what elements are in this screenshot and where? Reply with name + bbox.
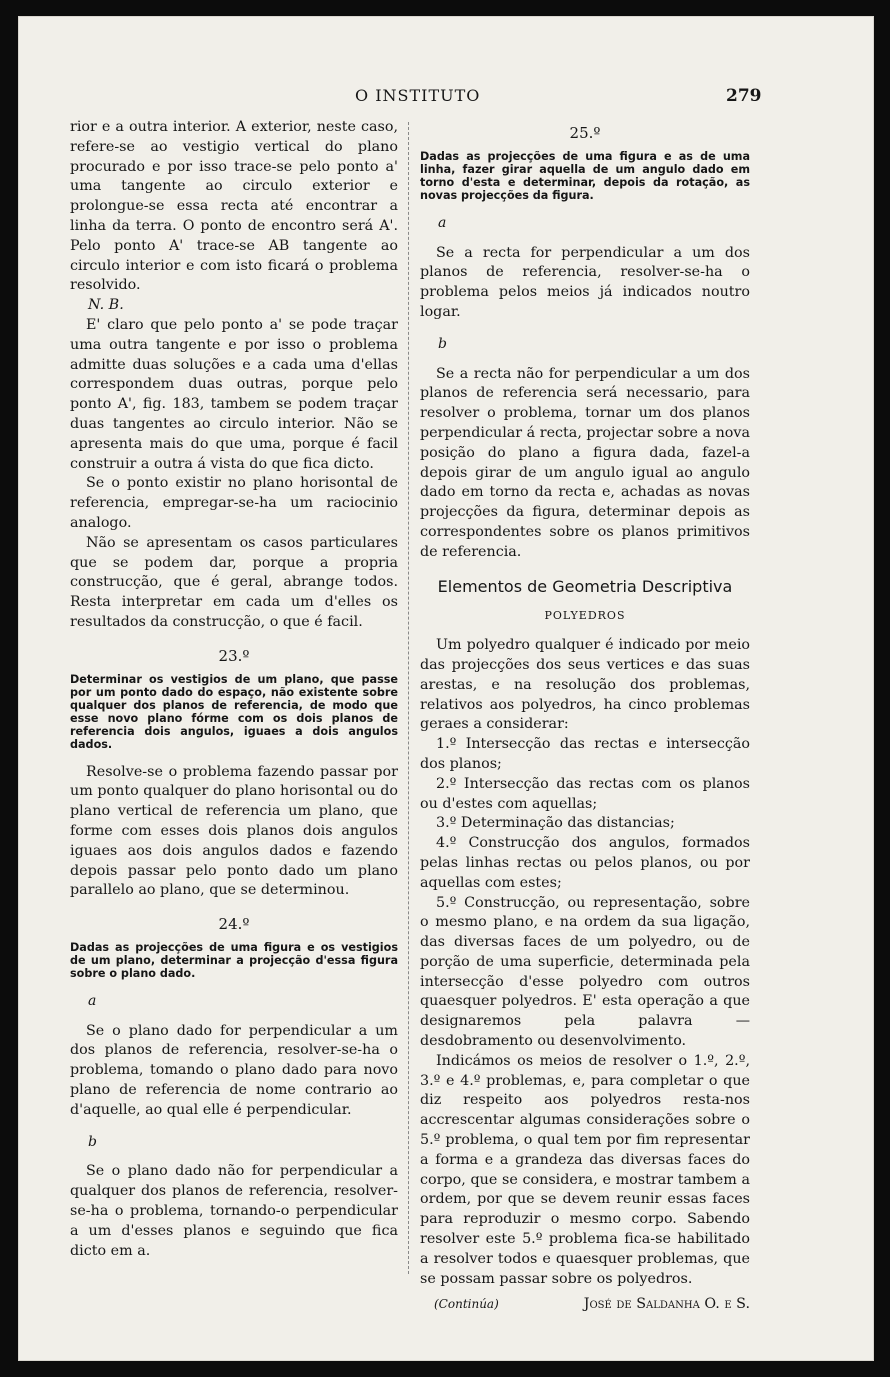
section-title: Elementos de Geometria Descriptiva [437,576,733,596]
problem-number-23: 23.º [218,646,250,665]
list-item-4: 4.º Construcção dos angulos, formados pelas linhas rectas ou pelos planos, ou por aquellas com estes; [420,835,750,891]
case-letter-a-right: a [438,214,447,231]
case-letter-b-right: b [438,335,447,352]
column-divider [408,122,410,1274]
scan-border-left [0,0,18,1377]
scan-border-bottom [0,1361,890,1377]
signature-line [420,1295,750,1315]
list-item-1: 1.º Intersecção das rectas e intersecção dos planos; [420,736,750,772]
nota-bene: N. B. [88,297,124,314]
problem-25-statement: Dadas as projecções de uma figura e as de uma linha, fazer girar aquella de um angulo dado em torno d'esta e determinar, depois da rotação, as novas projecções da figura. [420,149,750,202]
running-header-title: O INSTITUTO [355,86,481,105]
page-number: 279 [726,86,762,106]
right-column [420,124,750,1315]
left-paragraph-7: Se o plano dado não for perpendicular a qualquer dos planos de referencia, resolver-se-ha o problema, tornando-o perpendicular a um d'esses planos e seguindo que fica dicto em a. [70,1163,398,1259]
list-item-5: 5.º Construcção, ou representação, sobre o mesmo plano, e na ordem da sua ligação, das diversas faces de um polyedro, ou de porção de uma superficie, determinada pela intersecção d'esse polyedro com outros quaesquer polyedros. E' esta operação a que designaremos pela palavra — desdobramento ou desenvolvimento. [420,894,750,1050]
scan-border-top [0,0,890,16]
problem-number-24: 24.º [218,915,250,934]
continua-note: (Continúa) [434,1297,499,1312]
list-item-3: 3.º Determinação das distancias; [436,815,675,832]
left-paragraph-2: E' claro que pelo ponto a' se pode traçar uma outra tangente e por isso o problema admitte duas soluções e a cada uma d'ellas correspondem duas outras, porque pelo ponto A', fig. 183, tambem se podem traçar duas tangentes ao circulo interior. Não se apresenta mais do que uma, porque é facil construir a outra á vista do que fica dicto. [70,316,398,472]
right-paragraph-4: Indicámos os meios de resolver o 1.º, 2.º, 3.º e 4.º problemas, e, para completar o que diz respeito aos polyedros resta-nos accrescentar algumas considerações sobre o 5.º problema, o qual tem por fim representar a forma e a grandeza das diversas faces do corpo, que se considera, e mostrar tambem a ordem, por que se devem reunir essas faces para reproduzir o mesmo corpo. Sabendo resolver este 5.º problema fica-se habilitado a resolver todos e quaesquer problemas, que se possam passar sobre os polyedros. [420,1052,750,1287]
left-paragraph-3: Se o ponto existir no plano horisontal de referencia, empregar-se-ha um raciocinio analogo. [70,475,398,531]
left-paragraph-6: Se o plano dado for perpendicular a um dos planos de referencia, resolver-se-ha o problema, tomando o plano dado para novo plano de referencia de nome contrario ao d'aquelle, ao qual elle é perpendicular. [70,1022,398,1118]
scan-border-right [874,0,890,1377]
left-paragraph-5: Resolve-se o problema fazendo passar por um ponto qualquer do plano horisontal ou do plano vertical de referencia um plano, que forme com esses dois planos dois angulos iguaes aos dois angulos dados e fazendo depois passar pelo ponto dado um plano parallelo ao plano, que se determinou. [70,763,398,899]
left-paragraph-1: rior e a outra interior. A exterior, neste caso, refere-se ao vestigio vertical do plano procurado e por isso trace-se pelo ponto a' uma tangente ao circulo exterior e prolongue-se essa recta até encontrar a linha da terra. O ponto de encontro será A'. Pelo ponto A' trace-se AB tangente ao circulo interior e com isto ficará o problema resolvido. [70,119,398,294]
right-paragraph-3: Um polyedro qualquer é indicado por meio das projecções dos seus vertices e das suas arestas, e na resolução dos problemas, relativos aos polyedros, ha cinco problemas geraes a considerar: [420,637,750,733]
left-column [70,118,398,1261]
right-paragraph-1: Se a recta for perpendicular a um dos planos de referencia, resolver-se-ha o problema pelos meios já indicados noutro logar. [420,244,750,320]
section-subtitle: POLYEDROS [544,609,626,623]
problem-23-statement: Determinar os vestigios de um plano, que passe por um ponto dado do espaço, não existente sobre qualquer dos planos de referencia, de modo que esse novo plano fórme com os dois planos de referencia dois angulos, iguaes a dois angulos dados. [70,672,398,751]
case-letter-b-left: b [88,1133,97,1150]
right-paragraph-2: Se a recta não for perpendicular a um dos planos de referencia será necessario, para resolver o problema, tornar um dos planos perpendicular á recta, projectar sobre a nova posição do plano a figura dada, fazel-a depois girar de um angulo igual ao angulo dado em torno da recta e, achadas as novas projecções da figura, determinar depois as correspondentes sobre os planos primitivos de referencia. [420,365,750,560]
problem-number-25: 25.º [569,124,601,142]
problem-24-statement: Dadas as projecções de uma figura e os vestigios de um plano, determinar a projecção d'essa figura sobre o plano dado. [70,940,398,980]
case-letter-a-left: a [88,992,97,1009]
left-paragraph-4: Não se apresentam os casos particulares que se podem dar, porque a propria construcção, que é geral, abrange todos. Resta interpretar em cada um d'elles os resultados da construcção, o que é facil. [70,534,398,630]
list-item-2: 2.º Intersecção das rectas com os planos ou d'estes com aquellas; [420,775,750,812]
author-signature: José de Saldanha O. e S. [583,1296,750,1313]
